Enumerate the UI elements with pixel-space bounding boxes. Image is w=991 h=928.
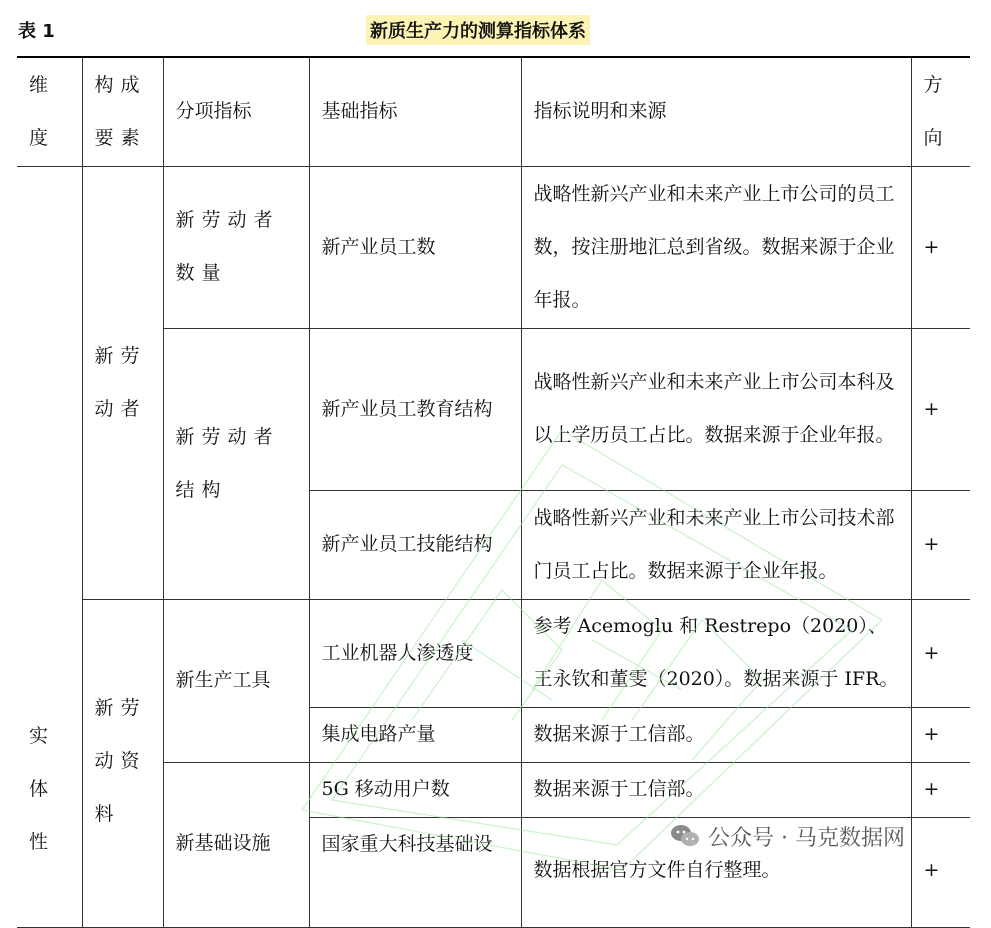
base-indicator-cell: 新产业员工教育结构 — [309, 328, 521, 490]
sub-indicator-cell: 新生产工具 — [163, 599, 309, 762]
element-cell: 新劳动者 — [82, 166, 163, 599]
description-cell: 数据来源于工信部。 — [521, 707, 911, 762]
element-cell: 新劳动资料 — [82, 599, 163, 927]
header-row — [17, 58, 970, 166]
header-element: 构成要素 — [82, 58, 163, 166]
direction-cell: + — [911, 599, 970, 707]
description-cell: 参考 Acemoglu 和 Restrepo（2020）、王永钦和董雯（2020）。数据来源于 IFR。 — [521, 599, 911, 707]
direction-cell: + — [911, 817, 970, 927]
description-cell: 数据根据官方文件自行整理。 — [521, 817, 911, 927]
description-cell: 数据来源于工信部。 — [521, 762, 911, 817]
base-indicator-cell: 新产业员工技能结构 — [309, 490, 521, 599]
header-description: 指标说明和来源 — [521, 58, 911, 166]
sub-indicator-cell: 新劳动者数量 — [163, 166, 309, 328]
dimension-cell: 实体性 — [17, 166, 82, 927]
indicator-table — [17, 58, 970, 928]
header-dimension: 维度 — [17, 58, 82, 166]
table-title: 新质生产力的测算指标体系 — [366, 15, 590, 45]
base-indicator-cell: 国家重大科技基础设 — [309, 817, 521, 927]
direction-cell: + — [911, 707, 970, 762]
sub-indicator-cell: 新劳动者结构 — [163, 328, 309, 599]
direction-cell: + — [911, 328, 970, 490]
table-row — [17, 166, 970, 328]
table-caption — [0, 0, 991, 58]
direction-cell: + — [911, 762, 970, 817]
description-cell: 战略性新兴产业和未来产业上市公司的员工数，按注册地汇总到省级。数据来源于企业年报。 — [521, 166, 911, 328]
direction-cell: + — [911, 166, 970, 328]
sub-indicator-cell: 新基础设施 — [163, 762, 309, 927]
wechat-icon — [670, 823, 700, 849]
header-direction: 方向 — [911, 58, 970, 166]
base-indicator-cell: 5G 移动用户数 — [309, 762, 521, 817]
base-indicator-cell: 新产业员工数 — [309, 166, 521, 328]
wechat-account-name: 公众号 · 马克数据网 — [708, 825, 905, 851]
base-indicator-cell: 工业机器人渗透度 — [309, 599, 521, 707]
description-cell: 战略性新兴产业和未来产业上市公司本科及以上学历员工占比。数据来源于企业年报。 — [521, 328, 911, 490]
direction-cell: + — [911, 490, 970, 599]
table-label: 表 1 — [18, 21, 55, 42]
description-cell: 战略性新兴产业和未来产业上市公司技术部门员工占比。数据来源于企业年报。 — [521, 490, 911, 599]
table-row — [17, 599, 970, 707]
wechat-account-badge — [670, 818, 905, 854]
header-base-indicator: 基础指标 — [309, 58, 521, 166]
header-sub-indicator: 分项指标 — [163, 58, 309, 166]
base-indicator-cell: 集成电路产量 — [309, 707, 521, 762]
